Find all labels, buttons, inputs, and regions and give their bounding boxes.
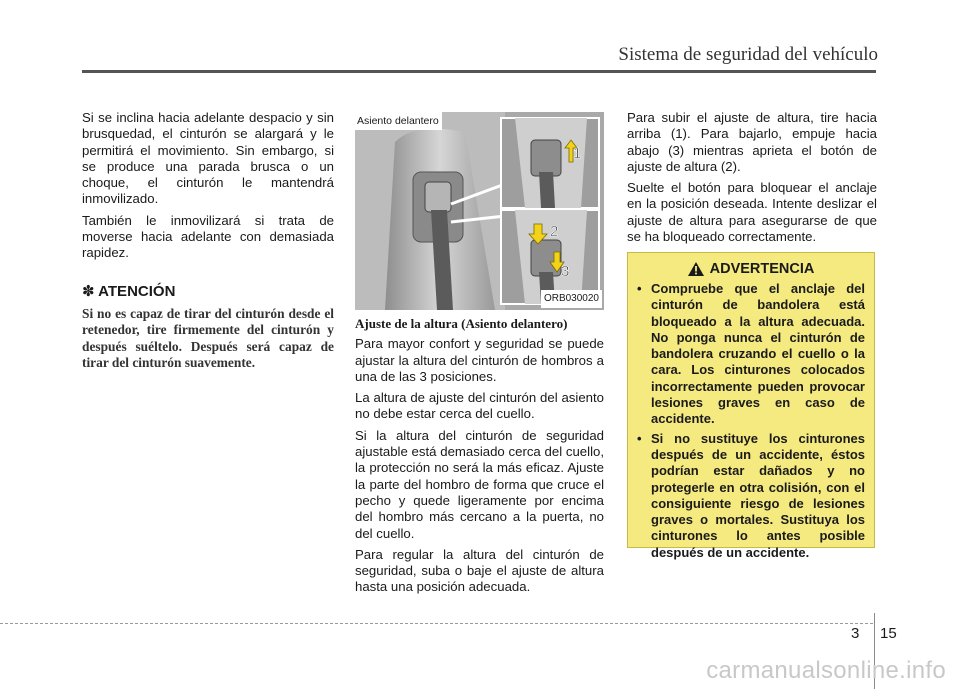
page-header-title: Sistema de seguridad del vehículo: [618, 44, 878, 65]
column-middle: [355, 112, 604, 601]
paragraph: Si se inclina hacia adelante despacio y sin brusquedad, el cinturón se alargará y le permitirá el movimiento. Sin embargo, si se produce una parada brusca o un choque, el cinturón le mantendrá inmovilizado.: [82, 110, 334, 207]
callout-2: 2: [550, 223, 559, 240]
paragraph: La altura de ajuste del cinturón del asiento no debe estar cerca del cuello.: [355, 390, 604, 422]
seatbelt-height-figure: [355, 112, 604, 310]
column-left: [82, 110, 334, 371]
paragraph: Si la altura del cinturón de seguridad ajustable está demasiado cerca del cuello, la protección no será la más eficaz. Ajuste la parte del hombro de forma que cruce el pecho y quede ligeramente por encima del hombro más cercano a la puerta, no del cuello.: [355, 427, 604, 541]
paragraph: Para subir el ajuste de altura, tire hacia arriba (1). Para bajarlo, empuje hacia abajo (3) mientras aprieta el botón de ajuste de altura (2).: [627, 110, 877, 174]
warning-box: [627, 252, 875, 560]
callout-1: 1: [573, 145, 582, 162]
paragraph: Suelte el botón para bloquear el anclaje en la posición deseada. Intente deslizar el ajuste de altura para asegurarse de que se ha bloqueado correctamente.: [627, 180, 877, 245]
figure-code: ORB030020: [541, 290, 602, 308]
figure-label: Asiento delantero: [355, 112, 442, 130]
callout-3: 3: [561, 263, 570, 280]
warning-triangle-icon: [688, 262, 704, 276]
chapter-number: 3: [851, 625, 860, 642]
paragraph: Para regular la altura del cinturón de seguridad, suba o baje el ajuste de altura hasta una posición adecuada.: [355, 546, 604, 595]
warning-item: • Compruebe que el anclaje del cinturón de bandolera está bloqueado a la altura adecuada. No ponga nunca el cinturón de bandolera cruzando el cuello o la cara. Los cinturones colocados incorrectamente pueden provocar lesiones graves en caso de accidente.: [637, 281, 865, 428]
paragraph: Para mayor confort y seguridad se puede ajustar la altura del cinturón de hombros a una de las 3 posiciones.: [355, 336, 604, 384]
watermark: carmanualsonline.info: [706, 657, 946, 684]
attention-heading: ✽ ATENCIÓN: [82, 282, 176, 300]
warning-item: • Si no sustituye los cinturones después de un accidente, éstos podrían estar dañados y no protegerle en otra colisión, con el consiguiente riesgo de lesiones graves o mortales. Sustituya los cinturones lo antes posible después de un accidente.: [637, 431, 865, 561]
column-right: [627, 110, 877, 250]
seatbelt-illustration: [355, 112, 604, 310]
warning-title: ADVERTENCIA: [709, 261, 815, 277]
figure-caption: Ajuste de la altura (Asiento delantero): [355, 316, 568, 331]
footer-rule: [0, 623, 873, 624]
page-number: 15: [880, 625, 897, 642]
attention-body: Si no es capaz de tirar del cinturón desde el retenedor, tire firmemente del cinturón y después suéltelo. Después será capaz de tirar del cinturón suavemente.: [82, 305, 334, 370]
warning-list: [637, 281, 865, 561]
paragraph: También le inmovilizará si trata de moverse hacia adelante con demasiada rapidez.: [82, 212, 334, 261]
warning-header: [637, 261, 865, 277]
header-rule: [82, 70, 876, 73]
